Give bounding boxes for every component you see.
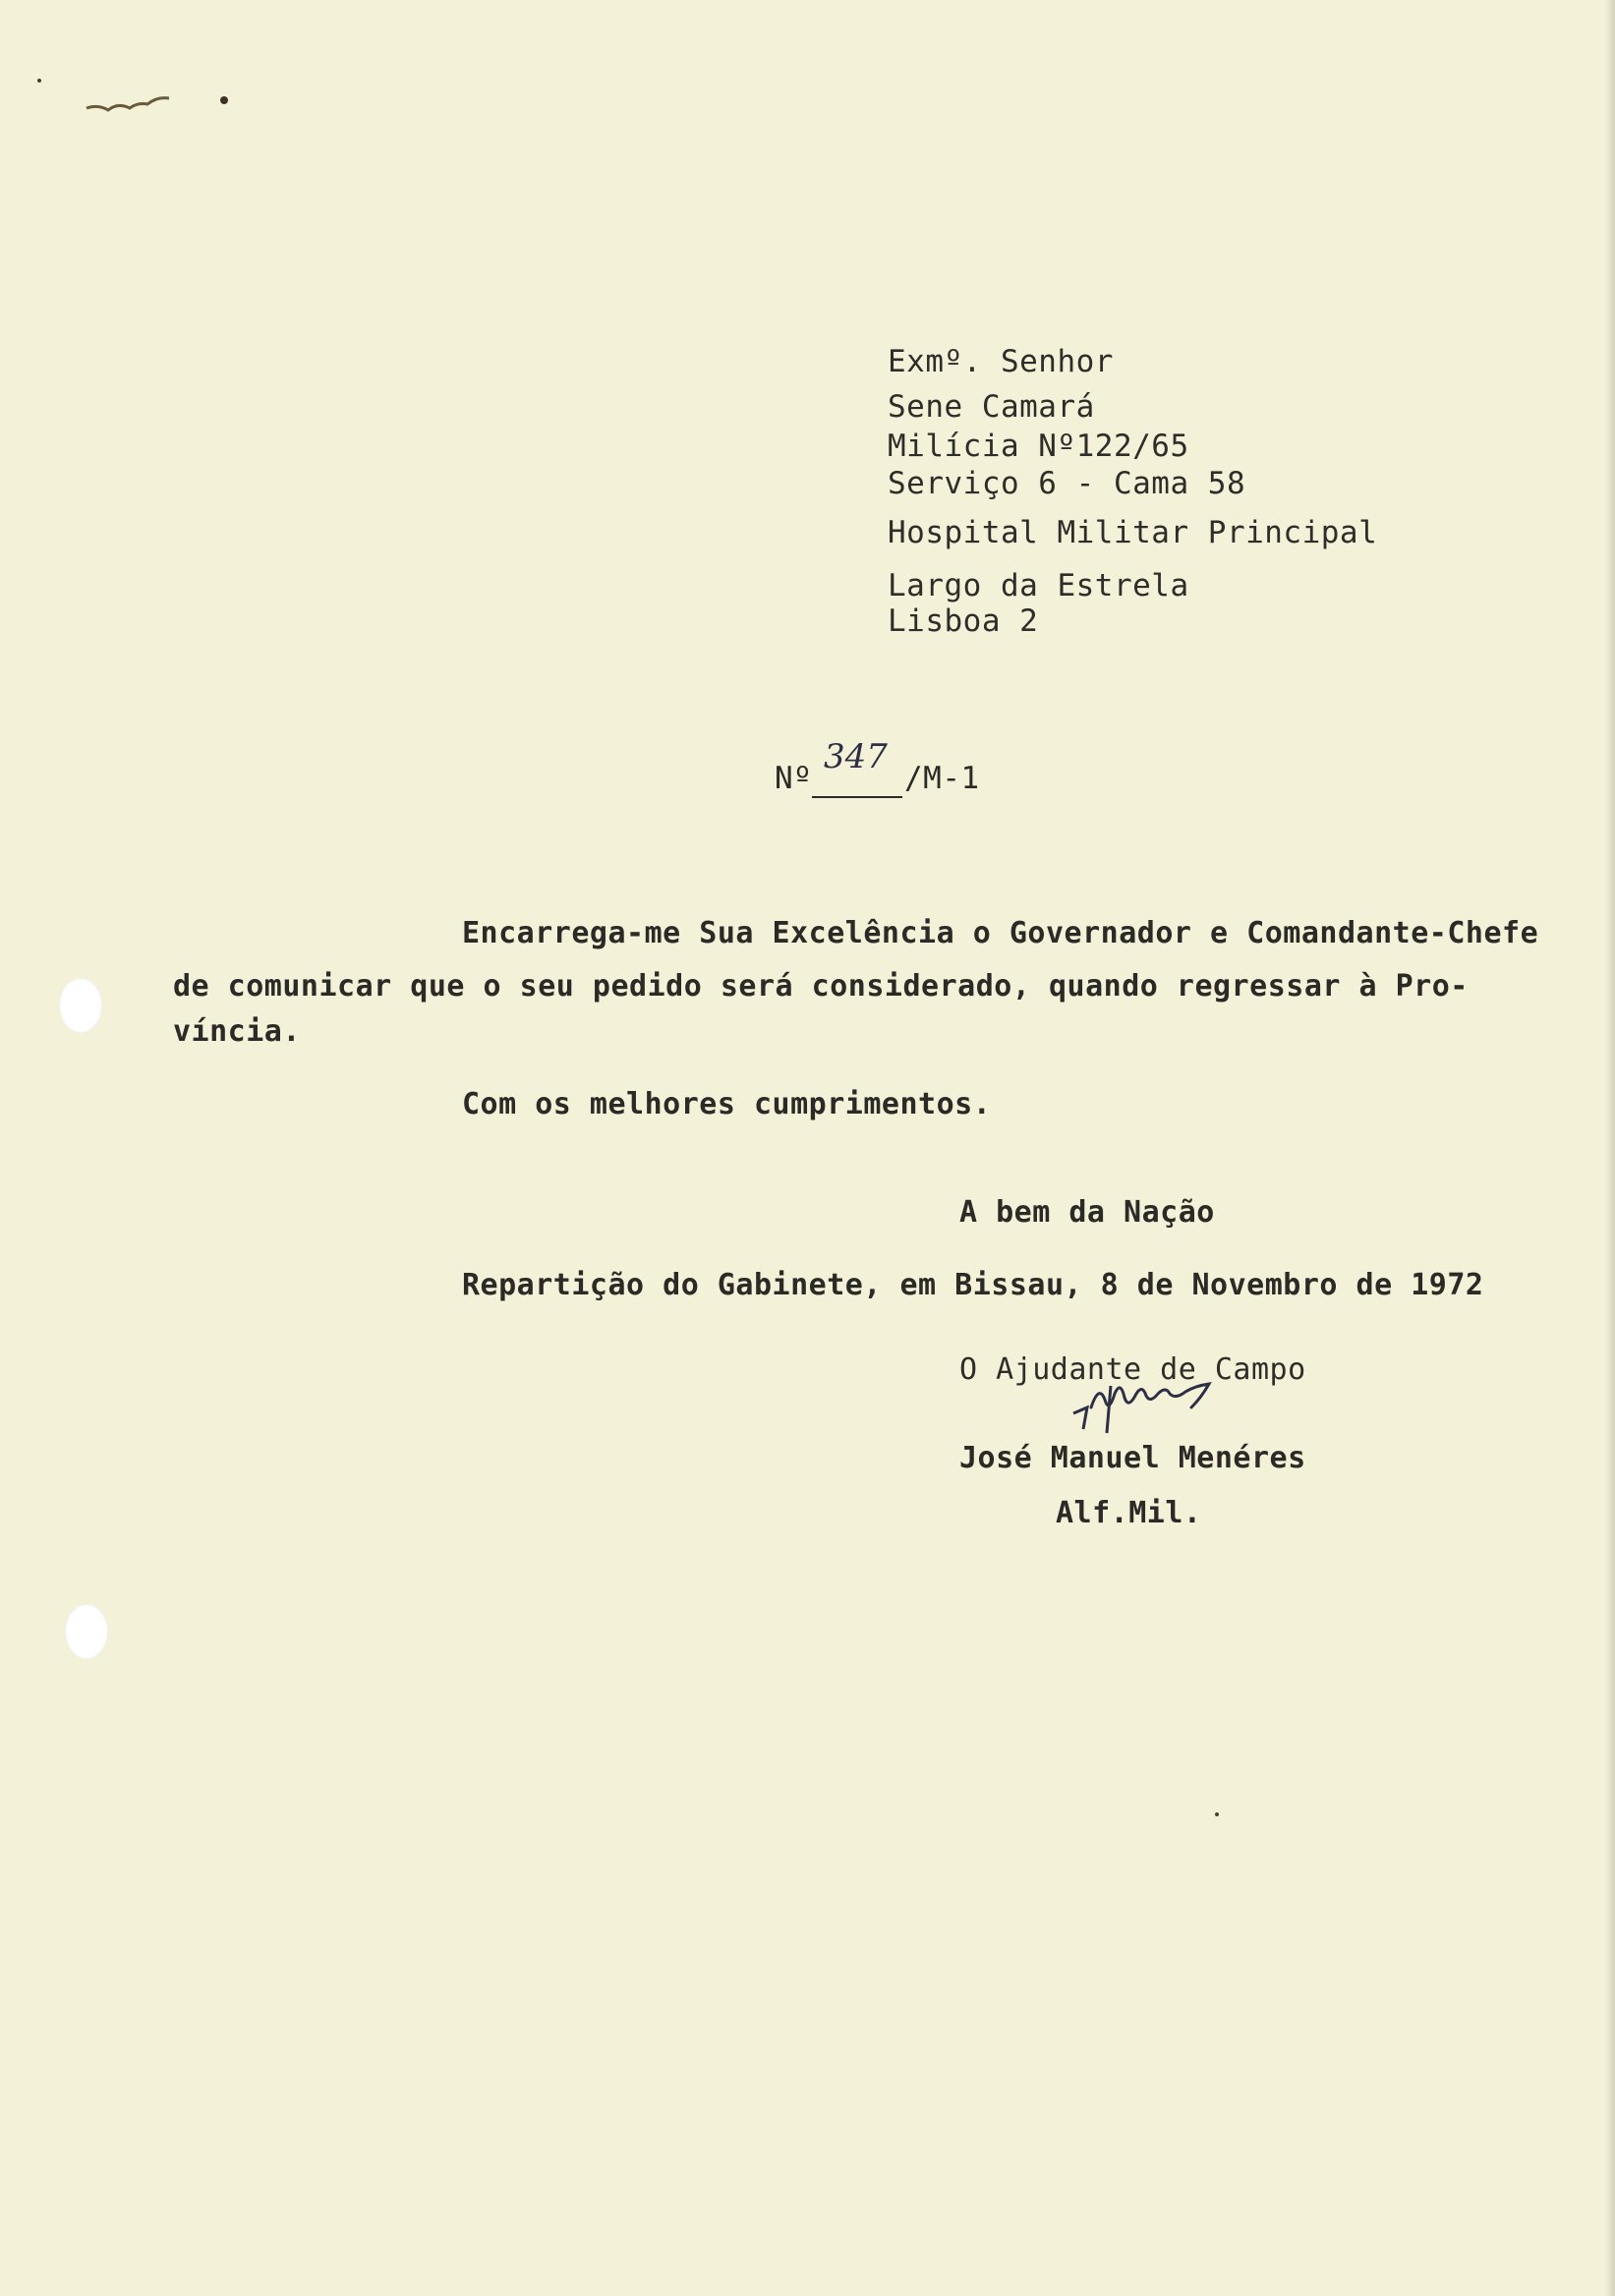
closing-motto: A bem da Nação bbox=[959, 1195, 1215, 1230]
body-greeting: Com os melhores cumprimentos. bbox=[462, 1087, 992, 1121]
paper-speck bbox=[37, 79, 41, 83]
recipient-salutation: Exmº. Senhor bbox=[888, 344, 1114, 379]
recipient-service-bed: Serviço 6 - Cama 58 bbox=[888, 466, 1246, 501]
reference-suffix: /M-1 bbox=[904, 761, 980, 796]
paper-speck bbox=[1215, 1812, 1219, 1816]
punch-hole-bottom bbox=[65, 1604, 108, 1659]
signer-rank: Alf.Mil. bbox=[1056, 1496, 1202, 1530]
recipient-name: Sene Camará bbox=[888, 389, 1095, 425]
recipient-city: Lisboa 2 bbox=[888, 603, 1039, 639]
reference-number-blank bbox=[812, 796, 902, 798]
reference-prefix: Nº bbox=[775, 761, 813, 796]
punch-hole-top bbox=[59, 978, 102, 1033]
recipient-militia-number: Milícia Nº122/65 bbox=[888, 429, 1189, 464]
body-line-1: Encarrega-me Sua Excelência o Governador e Comandante-Chefe bbox=[462, 916, 1539, 950]
recipient-hospital: Hospital Militar Principal bbox=[888, 515, 1378, 550]
handwritten-signature bbox=[1067, 1378, 1284, 1447]
closing-place-date: Repartição do Gabinete, em Bissau, 8 de Novembro de 1972 bbox=[462, 1268, 1484, 1302]
reference-number-handwritten: 347 bbox=[824, 737, 888, 776]
body-line-3: víncia. bbox=[173, 1014, 301, 1049]
recipient-street: Largo da Estrela bbox=[888, 568, 1189, 603]
ink-smudge-mark bbox=[79, 86, 236, 126]
body-line-2: de comunicar que o seu pedido será considerado, quando regressar à Pro- bbox=[173, 969, 1469, 1004]
page-edge-shadow bbox=[1605, 0, 1615, 2296]
signer-name: José Manuel Menéres bbox=[959, 1441, 1306, 1475]
signer-role: O Ajudante de Campo bbox=[959, 1352, 1306, 1387]
